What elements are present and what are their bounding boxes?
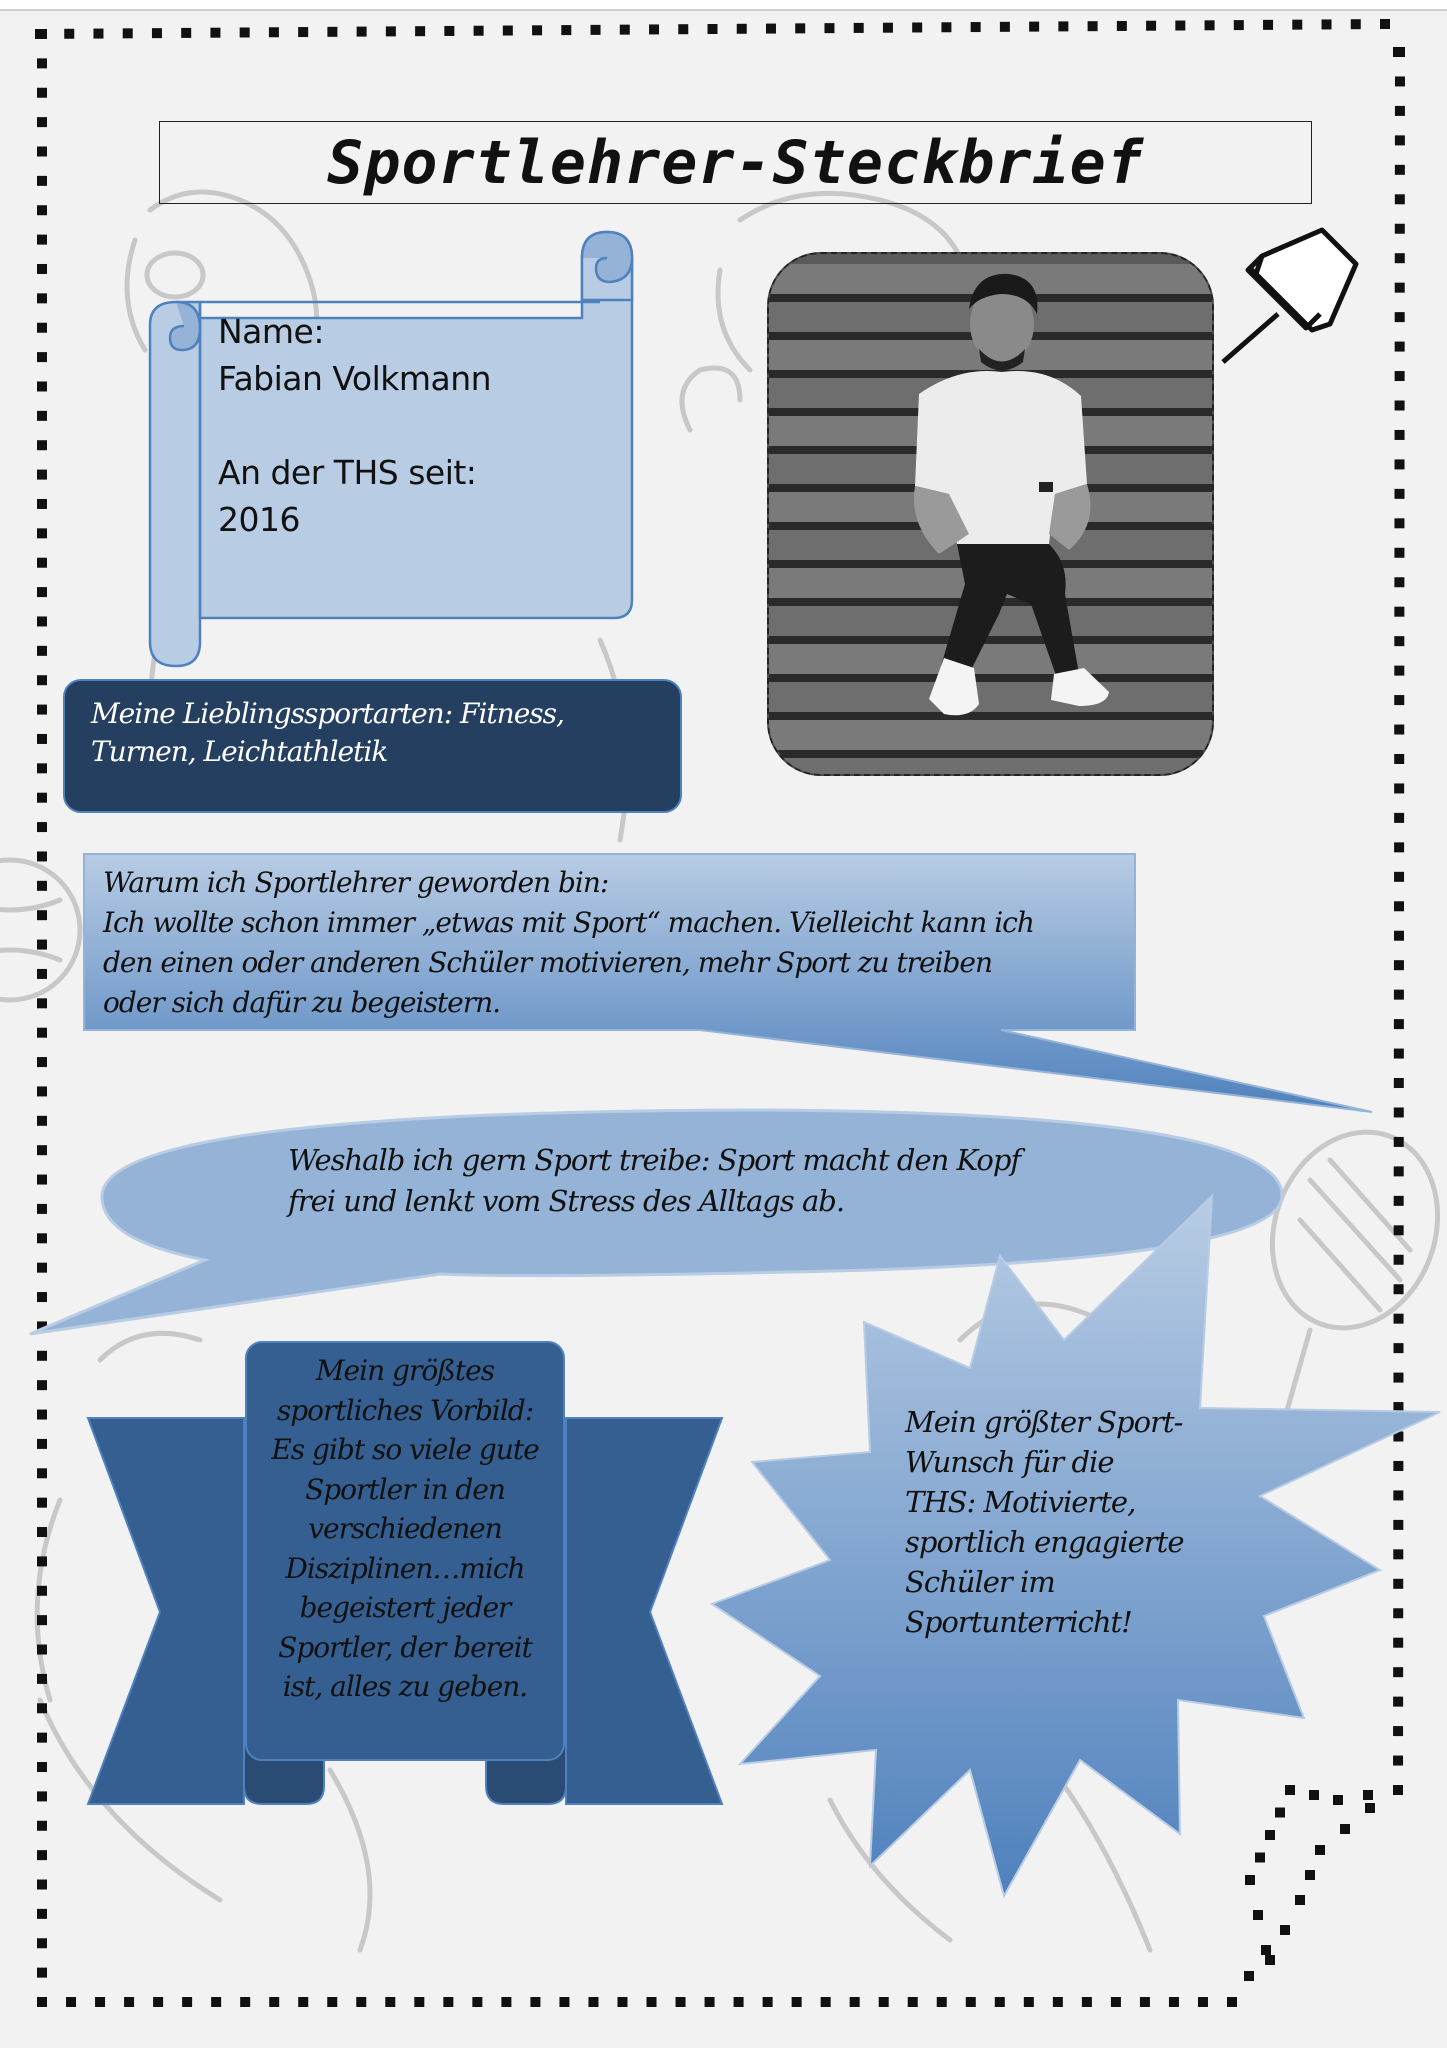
wish-line: THS: Motivierte, [905,1485,1136,1519]
title-box [159,121,1312,204]
why-teacher-line: oder sich dafür zu begeistern. [103,986,501,1019]
role-model-text [246,1351,564,1707]
why-teacher-line: Ich wollte schon immer „etwas mit Sport“ machen. Vielleicht kann ich [103,906,1034,939]
role-model-line: Sportler in den [305,1472,505,1506]
why-sport-text [288,1140,1088,1222]
role-model-line: Mein größtes [315,1354,495,1387]
since-label: An der THS seit: [218,453,477,492]
why-teacher-text [83,853,1136,1031]
why-sport-line: frei und lenkt vom Stress des Alltags ab. [288,1184,845,1218]
wish-line: Wunsch für die [905,1445,1114,1479]
name-value: Fabian Volkmann [218,359,492,398]
why-teacher-line: den einen oder anderen Schüler motivieren, mehr Sport zu treiben [103,946,993,979]
pushpin-icon [1223,230,1356,362]
role-model-line: ist, alles zu geben. [282,1670,528,1703]
favorite-sports-line-2: Turnen, Leichtathletik [91,735,388,768]
profile-info [218,308,618,543]
role-model-line: begeistert jeder [299,1591,511,1624]
role-model-line: sportliches Vorbild: [276,1393,534,1427]
name-label: Name: [218,312,324,351]
role-model-line: Sportler, der bereit [278,1630,532,1664]
wish-line: Sportunterricht! [905,1605,1132,1639]
wish-text [905,1402,1235,1642]
since-value: 2016 [218,500,300,539]
portrait-illustration [769,254,1214,776]
why-teacher-line: Warum ich Sportlehrer geworden bin: [103,866,609,899]
favorite-sports-box [63,679,682,813]
role-model-line: Es gibt so viele gute [271,1433,539,1466]
teacher-portrait-photo [767,252,1214,776]
role-model-line: Disziplinen…mich [285,1551,525,1585]
page-top-strip [0,0,1447,10]
wish-line: sportlich engagierte [905,1525,1184,1559]
role-model-line: verschiedenen [308,1512,502,1545]
favorite-sports-line-1: Meine Lieblingssportarten: Fitness, [91,697,564,730]
why-sport-line: Weshalb ich gern Sport treibe: Sport macht den Kopf [288,1143,1021,1177]
wish-line: Schüler im [905,1565,1055,1599]
wish-line: Mein größter Sport- [905,1405,1183,1439]
page-title: Sportlehrer-Steckbrief [327,127,1144,198]
